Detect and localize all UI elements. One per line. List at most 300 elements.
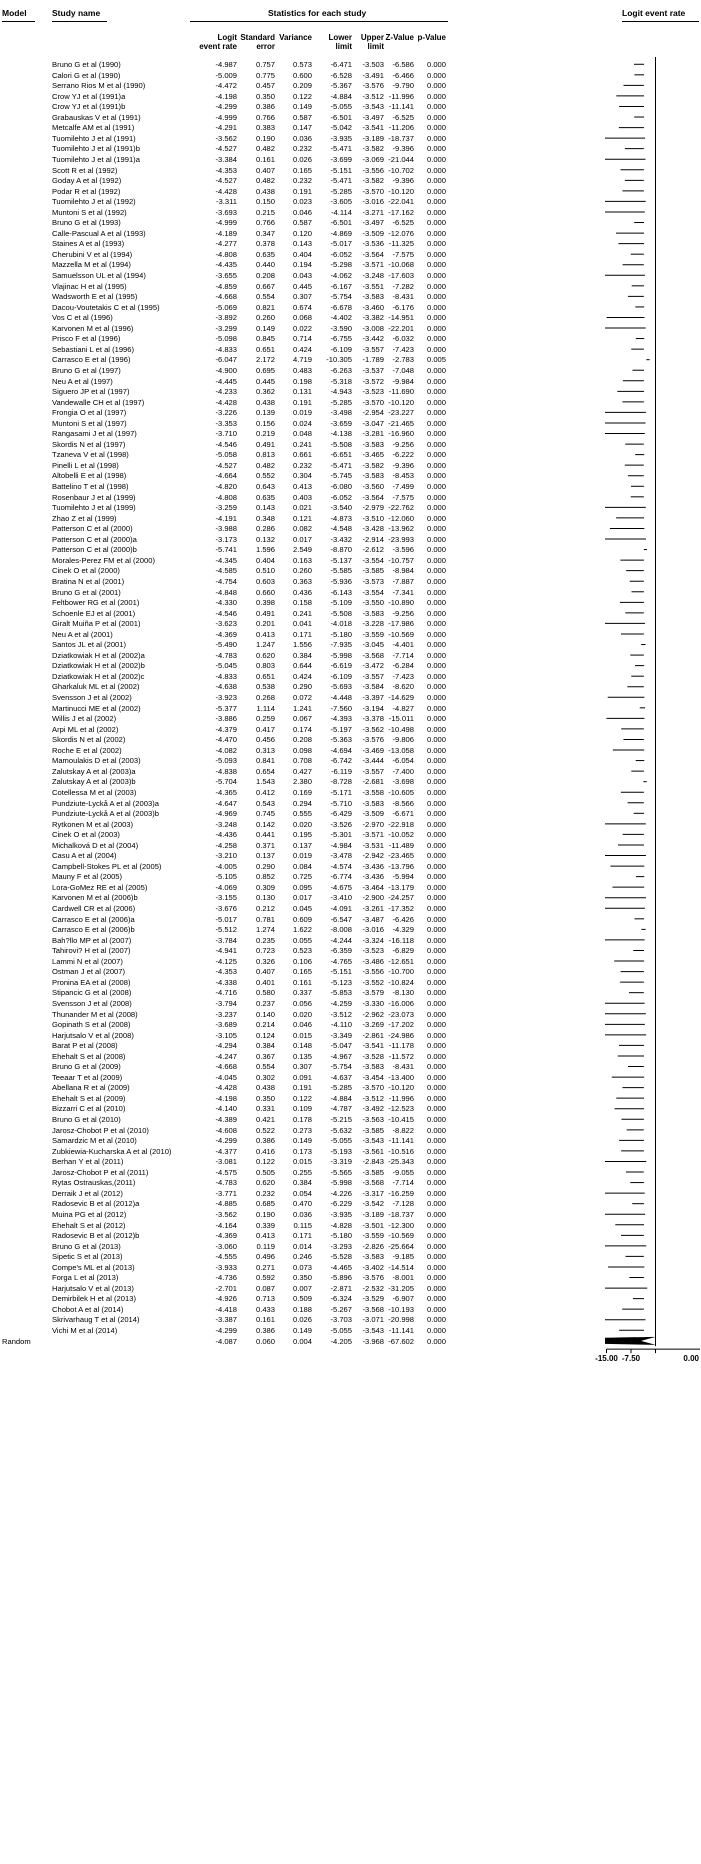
stat-cell: 0.000 — [426, 566, 446, 576]
stat-cell: -5.109 — [330, 598, 352, 608]
stat-cell: -7.499 — [392, 482, 414, 491]
stat-cell: 0.000 — [426, 460, 446, 470]
study-name: Neu A et al (1997) — [52, 376, 113, 386]
stat-cell: 0.015 — [292, 1030, 312, 1040]
stat-cell: 0.000 — [426, 123, 446, 133]
stat-cell: -3.571 — [362, 260, 384, 270]
table-row — [0, 987, 701, 998]
stat-cell: 0.000 — [426, 429, 446, 439]
stat-cell: 0.241 — [292, 608, 312, 618]
stat-cell: -2.954 — [362, 408, 384, 418]
stat-cell: -3.155 — [215, 893, 237, 903]
stat-cell: -11.178 — [388, 1041, 414, 1051]
study-name: Battelino T et al (1998) — [52, 482, 129, 491]
stat-cell: -11.141 — [388, 102, 414, 112]
stat-cell: -5.367 — [330, 81, 352, 91]
table-row — [0, 1304, 701, 1315]
stat-cell: -3.469 — [362, 745, 384, 755]
stat-cell: 0.635 — [255, 249, 275, 259]
study-name: Frongia O et al (1997) — [52, 408, 127, 418]
study-name: Mauny F et al (2005) — [52, 872, 123, 882]
study-name: Tuomilehto J et al (1992) — [52, 197, 136, 207]
stat-cell: 0.000 — [426, 387, 446, 397]
table-row — [0, 882, 701, 893]
stat-cell: 0.000 — [426, 165, 446, 175]
stat-cell: -5.471 — [330, 460, 352, 470]
study-name: Tuomilehto J et al (1991)a — [52, 154, 140, 164]
study-name: Metcalfe AM et al (1991) — [52, 123, 135, 133]
stat-cell: -3.269 — [362, 1020, 384, 1030]
study-name: Tuomilehto J et al (1991)b — [52, 144, 140, 154]
column-header-line1: Upper — [360, 33, 384, 42]
stat-cell: 0.055 — [292, 935, 312, 945]
table-row — [0, 798, 701, 809]
x-tick-label: 0.00 — [683, 1354, 699, 1364]
stat-cell: 0.209 — [292, 81, 312, 91]
stat-cell: -6.032 — [392, 334, 414, 344]
column-header-line1: Logit — [217, 33, 237, 42]
stat-cell: -12.651 — [388, 956, 414, 966]
stat-cell: 0.000 — [426, 756, 446, 766]
stat-cell: 0.124 — [255, 1030, 275, 1040]
stat-cell: 0.232 — [292, 460, 312, 470]
stat-cell: -3.923 — [215, 693, 237, 702]
table-row — [0, 966, 701, 977]
stat-cell: 0.286 — [255, 524, 275, 534]
column-header-line2: Variance — [279, 33, 312, 42]
stat-cell: -5.137 — [330, 555, 352, 565]
stat-cell: -10.605 — [388, 787, 414, 797]
table-row — [0, 1188, 701, 1199]
stat-cell: -6.080 — [330, 482, 352, 491]
stat-cell: -3.428 — [362, 524, 384, 534]
stat-cell: 0.000 — [426, 1030, 446, 1040]
stat-cell: -11.996 — [388, 91, 414, 101]
stat-cell: 0.000 — [426, 777, 446, 787]
stat-cell: 0.131 — [292, 387, 312, 397]
stat-cell: 0.000 — [426, 946, 446, 956]
table-row — [0, 861, 701, 872]
stat-cell: 0.169 — [292, 787, 312, 797]
study-name: Grabauskas V et al (1991) — [52, 112, 141, 122]
stat-cell: 0.000 — [426, 112, 446, 122]
stat-cell: 0.260 — [255, 313, 275, 323]
column-header-line1: Standard — [240, 33, 275, 42]
stat-cell: -3.596 — [392, 545, 414, 555]
stat-cell: 0.084 — [292, 861, 312, 871]
stat-cell: -3.710 — [215, 429, 237, 439]
stat-cell: 0.337 — [292, 988, 312, 998]
stat-cell: -7.282 — [392, 281, 414, 291]
stat-cell: -4.428 — [215, 1083, 237, 1093]
stat-cell: 0.149 — [292, 1326, 312, 1335]
stat-cell: -4.647 — [215, 798, 237, 808]
stat-cell: -3.573 — [362, 576, 384, 586]
stat-cell: -10.890 — [388, 598, 414, 608]
stat-cell: -13.962 — [388, 524, 414, 534]
stat-cell: 0.000 — [426, 239, 446, 249]
stat-cell: -3.045 — [362, 640, 384, 650]
stat-cell: -6.525 — [392, 112, 414, 122]
stat-cell: -15.011 — [388, 714, 414, 724]
stat-cell: -8.130 — [392, 988, 414, 998]
study-name: Sipetic S et al (2013) — [52, 1252, 123, 1262]
header-underline — [190, 21, 448, 22]
study-name: Bruno G et al (2010) — [52, 1115, 121, 1124]
stat-cell: 0.000 — [426, 70, 446, 80]
stat-cell: 0.255 — [292, 1167, 312, 1177]
stat-cell: -11.996 — [388, 1093, 414, 1103]
stat-cell: -4.574 — [330, 861, 352, 871]
stat-cell: -9.256 — [392, 608, 414, 618]
stat-cell: 0.007 — [292, 1283, 312, 1293]
stat-cell: -3.454 — [362, 1072, 384, 1082]
stat-cell: 0.000 — [426, 988, 446, 998]
stat-cell: -10.120 — [388, 397, 414, 407]
stat-cell: -4.198 — [215, 91, 237, 101]
table-row — [0, 1093, 701, 1104]
stat-cell: 0.232 — [292, 176, 312, 186]
study-name: Bah?llo MP et al (2007) — [52, 935, 132, 945]
study-name: Bruno G et al (2001) — [52, 587, 121, 597]
stat-cell: -3.554 — [362, 587, 384, 597]
table-row — [0, 1061, 701, 1072]
stat-cell: -4.555 — [215, 1252, 237, 1262]
stat-cell: 0.725 — [292, 872, 312, 882]
stat-cell: -4.833 — [215, 671, 237, 681]
study-name: Michalková D et al (2004) — [52, 840, 139, 850]
study-name: Patterson C et al (2000) — [52, 524, 133, 534]
stat-cell: 0.000 — [426, 935, 446, 945]
stat-cell: 0.260 — [292, 566, 312, 576]
stat-cell: -4.848 — [215, 587, 237, 597]
stat-cell: 0.000 — [426, 313, 446, 323]
stat-cell: -4.226 — [330, 1188, 352, 1198]
study-name: Pundziute-Lyckå A et al (2003)b — [52, 809, 159, 819]
stat-cell: -3.497 — [362, 112, 384, 122]
stat-cell: -4.244 — [330, 935, 352, 945]
stat-cell: -5.193 — [330, 1146, 352, 1156]
stat-cell: -4.472 — [215, 81, 237, 91]
column-header-line2: error — [256, 42, 275, 51]
stat-cell: -3.698 — [392, 777, 414, 787]
stat-cell: 0.000 — [426, 344, 446, 354]
stat-cell: -7.400 — [392, 766, 414, 776]
stat-cell: -4.329 — [392, 925, 414, 935]
stat-cell: -6.284 — [392, 661, 414, 671]
study-name: Abellana R et al (2009) — [52, 1083, 130, 1093]
stat-cell: -3.570 — [362, 397, 384, 407]
stat-cell: -6.109 — [330, 344, 352, 354]
stat-cell: 0.000 — [426, 408, 446, 418]
stat-cell: -3.523 — [362, 946, 384, 956]
stat-cell: -4.820 — [215, 482, 237, 491]
stat-cell: -25.343 — [388, 1157, 414, 1167]
study-name: Morales-Perez FM et al (2000) — [52, 555, 155, 565]
stat-cell: 0.000 — [426, 1093, 446, 1103]
stat-cell: 0.000 — [426, 745, 446, 755]
stat-cell: 0.000 — [426, 914, 446, 924]
table-row — [0, 281, 701, 292]
stat-cell: -4.259 — [330, 998, 352, 1008]
stat-cell: -4.087 — [215, 1336, 237, 1346]
table-row — [0, 259, 701, 270]
stat-cell: -6.829 — [392, 946, 414, 956]
stat-cell: -4.838 — [215, 766, 237, 776]
stat-cell: 0.000 — [426, 102, 446, 112]
stat-cell: 0.020 — [292, 1009, 312, 1019]
study-name: Gharkaluk ML et al (2002) — [52, 682, 140, 692]
stat-cell: 0.766 — [255, 112, 275, 122]
stat-cell: 0.000 — [426, 872, 446, 882]
table-row — [0, 207, 701, 218]
stat-cell: -3.582 — [362, 144, 384, 154]
stat-cell: 0.143 — [292, 239, 312, 249]
stat-cell: -5.093 — [215, 756, 237, 766]
stat-cell: -4.379 — [215, 724, 237, 734]
stat-cell: 0.195 — [292, 830, 312, 840]
stat-cell: -11.690 — [388, 387, 414, 397]
stat-cell: 0.115 — [293, 1220, 312, 1230]
study-name: Feltbower RG et al (2001) — [52, 598, 140, 608]
stat-cell: -6.755 — [330, 334, 352, 344]
stat-cell: 0.048 — [292, 429, 312, 439]
stat-cell: 0.000 — [426, 1104, 446, 1114]
stat-cell: -3.432 — [330, 534, 352, 544]
table-row — [0, 354, 701, 365]
stat-cell: -4.884 — [330, 1093, 352, 1103]
stat-cell: 0.237 — [255, 998, 275, 1008]
study-name: Patterson C et al (2000)b — [52, 545, 137, 555]
stat-cell: 0.140 — [255, 1009, 275, 1019]
table-row — [0, 428, 701, 439]
stat-cell: -4.833 — [215, 344, 237, 354]
stat-cell: -3.173 — [215, 534, 237, 544]
stat-cell: -4.668 — [215, 1062, 237, 1072]
stat-cell: -3.543 — [362, 102, 384, 112]
stat-cell: 1.114 — [256, 703, 275, 713]
stat-cell: -3.237 — [215, 1009, 237, 1019]
study-name: Tzaneva V et al (1998) — [52, 450, 129, 460]
stat-cell: -3.444 — [362, 756, 384, 766]
stat-cell: -3.585 — [362, 566, 384, 576]
stat-cell: 0.438 — [255, 397, 275, 407]
stat-cell: 0.198 — [292, 376, 312, 386]
table-row — [0, 1135, 701, 1146]
table-row — [0, 1167, 701, 1178]
table-row — [0, 154, 701, 165]
stat-cell: -8.431 — [392, 292, 414, 302]
table-row — [0, 681, 701, 692]
study-name: Bruno G et al (2013) — [52, 1241, 121, 1251]
stat-cell: -20.998 — [388, 1315, 414, 1325]
stat-cell: 0.259 — [255, 714, 275, 724]
stat-cell: -10.700 — [388, 967, 414, 977]
table-row — [0, 555, 701, 566]
stat-cell: 0.000 — [426, 144, 446, 154]
stat-cell: -2.826 — [362, 1241, 384, 1251]
stat-cell: 0.000 — [426, 851, 446, 861]
table-row — [0, 291, 701, 302]
stat-cell: -7.575 — [392, 249, 414, 259]
stat-cell: -4.754 — [215, 576, 237, 586]
stat-cell: 0.667 — [255, 281, 275, 291]
stat-cell: -3.384 — [215, 154, 237, 164]
stat-cell: 0.000 — [426, 1072, 446, 1082]
stat-cell: -3.226 — [215, 408, 237, 418]
stat-cell: 0.000 — [426, 1199, 446, 1209]
study-name: Thunander M et al (2008) — [52, 1009, 138, 1019]
study-name: Roche E et al (2002) — [52, 745, 122, 755]
study-name: Siguero JP et al (1997) — [52, 387, 130, 397]
study-name: Ostman J et al (2007) — [52, 967, 126, 977]
table-row — [0, 945, 701, 956]
table-row — [0, 1009, 701, 1020]
stat-cell: -9.185 — [392, 1252, 414, 1262]
stat-cell: 0.000 — [426, 735, 446, 745]
stat-cell: 0.441 — [255, 830, 275, 840]
study-name: Patterson C et al (2000)a — [52, 534, 137, 544]
stat-cell: -4.299 — [215, 102, 237, 112]
stat-cell: -3.016 — [362, 925, 384, 935]
stat-cell: -3.536 — [362, 239, 384, 249]
study-name: Carrasco E et al (2006)b — [52, 925, 135, 935]
study-name: Tuomilehto J et al (1999) — [52, 503, 136, 513]
stat-cell: -7.887 — [392, 576, 414, 586]
stat-cell: -11.141 — [388, 1326, 414, 1335]
stat-cell: 0.219 — [255, 429, 275, 439]
stat-cell: -6.176 — [392, 302, 414, 312]
stat-cell: 0.000 — [426, 218, 446, 228]
stat-cell: 0.000 — [426, 1294, 446, 1304]
table-row — [0, 660, 701, 671]
table-row — [0, 1156, 701, 1167]
stat-cell: -11.141 — [388, 1136, 414, 1146]
stat-cell: -5.745 — [330, 471, 352, 481]
stat-cell: -4.258 — [215, 840, 237, 850]
stat-cell: -3.551 — [362, 281, 384, 291]
stat-cell: -3.933 — [215, 1262, 237, 1272]
table-row — [0, 376, 701, 387]
stat-cell: 0.161 — [255, 154, 275, 164]
stat-cell: -3.968 — [362, 1336, 384, 1346]
stat-cell: -4.389 — [215, 1115, 237, 1124]
stat-cell: -8.431 — [392, 1062, 414, 1072]
stat-cell: -3.060 — [215, 1241, 237, 1251]
stat-cell: -7.935 — [330, 640, 352, 650]
study-name: Rytas Ostrauskas,(2011) — [52, 1178, 136, 1188]
stat-cell: 0.000 — [426, 766, 446, 776]
stat-cell: -3.557 — [362, 671, 384, 681]
stat-cell: -5.180 — [330, 1231, 352, 1241]
study-name: Lammi N et al (2007) — [52, 956, 123, 966]
stat-cell: 0.000 — [426, 1273, 446, 1283]
stats-title: Statistics for each study — [268, 8, 367, 18]
table-row — [0, 1325, 701, 1336]
table-row — [0, 787, 701, 798]
study-name: Cardwell CR et al (2006) — [52, 904, 136, 913]
stat-cell: -4.869 — [330, 228, 352, 238]
table-row — [0, 892, 701, 903]
stat-cell: -3.210 — [215, 851, 237, 861]
stat-cell: -4.436 — [215, 830, 237, 840]
study-name: Forga L et al (2013) — [52, 1273, 119, 1283]
stat-cell: -6.143 — [330, 587, 352, 597]
stat-cell: -14.629 — [388, 693, 414, 702]
stat-cell: -4.808 — [215, 249, 237, 259]
table-row — [0, 1114, 701, 1125]
stat-cell: -3.559 — [362, 1231, 384, 1241]
stat-cell: 0.482 — [255, 176, 275, 186]
stat-cell: -4.045 — [215, 1072, 237, 1082]
study-name: Carrasco E et al (1996) — [52, 355, 131, 365]
stat-cell: -3.583 — [362, 1062, 384, 1072]
stat-cell: -6.052 — [330, 492, 352, 502]
stat-cell: -2.843 — [362, 1157, 384, 1167]
stat-cell: 0.813 — [255, 450, 275, 460]
stat-cell: 0.413 — [292, 482, 312, 491]
stat-cell: -3.583 — [362, 471, 384, 481]
stat-cell: 0.775 — [255, 70, 275, 80]
table-row — [0, 502, 701, 513]
stat-cell: -5.180 — [330, 629, 352, 639]
stat-cell: -5.069 — [215, 302, 237, 312]
stat-cell: -4.069 — [215, 882, 237, 892]
stat-cell: 0.398 — [255, 598, 275, 608]
stat-cell: -6.052 — [330, 249, 352, 259]
stat-cell: 0.212 — [255, 904, 275, 913]
stat-cell: 0.021 — [292, 503, 312, 513]
stat-cell: -22.041 — [388, 197, 414, 207]
stat-cell: -3.563 — [362, 1115, 384, 1124]
stat-cell: -3.583 — [362, 439, 384, 449]
stat-cell: 0.132 — [255, 534, 275, 544]
stat-cell: -3.556 — [362, 967, 384, 977]
study-name: Campbell-Stokes PL et al (2005) — [52, 861, 162, 871]
stat-cell: -4.435 — [215, 260, 237, 270]
stat-cell: -6.678 — [330, 302, 352, 312]
stat-cell: 0.046 — [292, 207, 312, 217]
study-name: Skordis N et al (2002) — [52, 735, 126, 745]
stat-cell: 2.380 — [292, 777, 312, 787]
stat-cell: -24.257 — [388, 893, 414, 903]
stat-cell: 0.404 — [255, 555, 275, 565]
table-row — [0, 829, 701, 840]
table-row — [0, 249, 701, 260]
stat-cell: 0.326 — [255, 956, 275, 966]
study-name: Zalutskay A et al (2003)b — [52, 777, 136, 787]
stat-cell: -4.164 — [215, 1220, 237, 1230]
stat-cell: -3.571 — [362, 830, 384, 840]
stat-cell: -4.967 — [330, 1051, 352, 1061]
stat-cell: -5.936 — [330, 576, 352, 586]
stat-cell: -6.586 — [392, 60, 414, 69]
column-header-line2: p-Value — [417, 33, 446, 42]
stat-cell: -8.566 — [392, 798, 414, 808]
stat-cell: 0.378 — [255, 239, 275, 249]
study-name: Sebastiani L et al (1996) — [52, 344, 135, 354]
study-name: Schoenle EJ et al (2001) — [52, 608, 136, 618]
stat-cell: -5.754 — [330, 1062, 352, 1072]
stat-cell: 0.000 — [426, 1062, 446, 1072]
table-row — [0, 565, 701, 576]
stat-cell: 0.674 — [292, 302, 312, 312]
stat-cell: 0.000 — [426, 1020, 446, 1030]
stat-cell: 0.045 — [292, 904, 312, 913]
table-row — [0, 703, 701, 714]
stat-cell: -4.941 — [215, 946, 237, 956]
stat-cell: -4.448 — [330, 693, 352, 702]
